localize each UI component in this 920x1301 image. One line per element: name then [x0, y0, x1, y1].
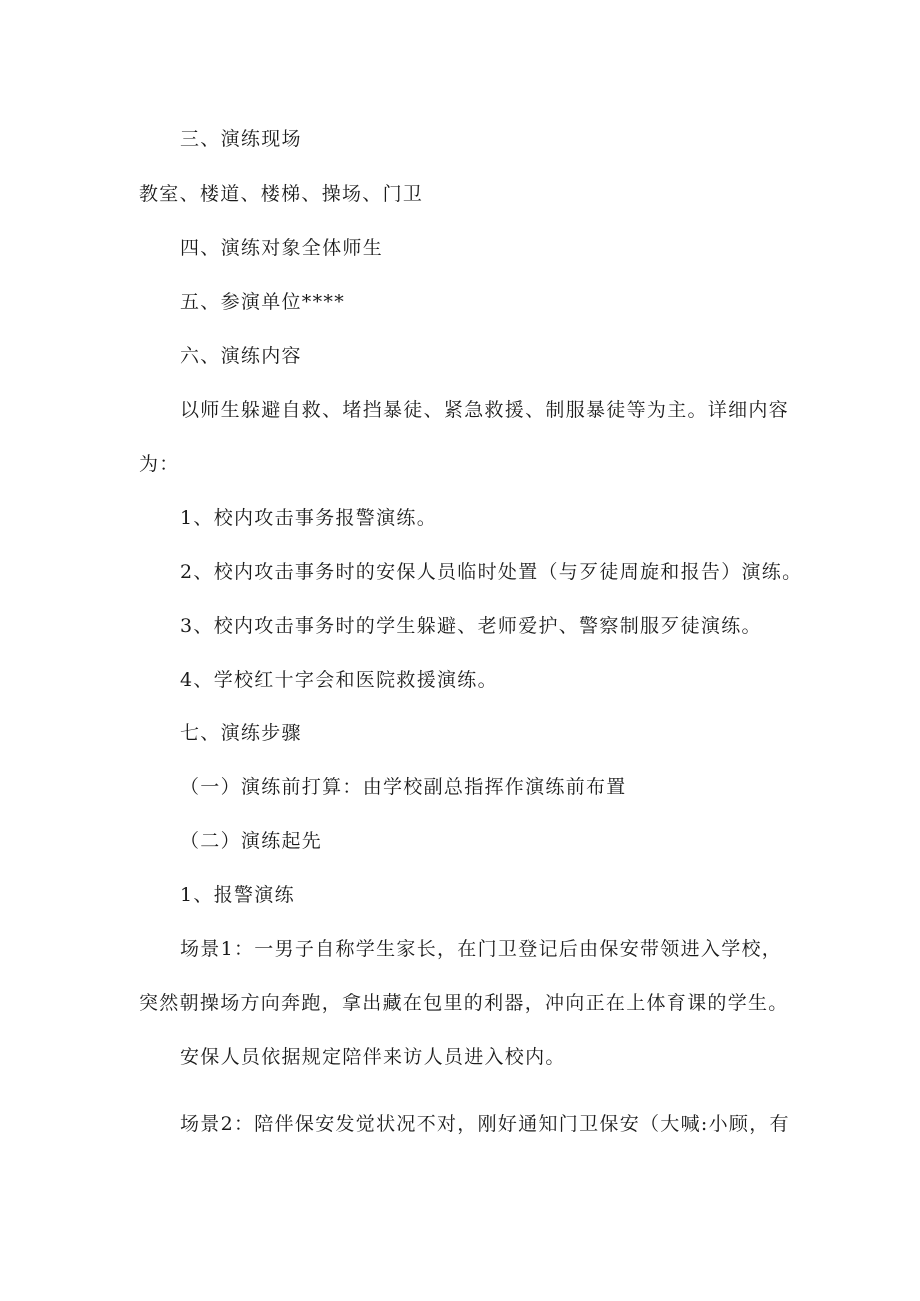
- paragraph-scene-2: 场景2：陪伴保安发觉状况不对，刚好通知门卫保安（大喊:小顾，有: [180, 1113, 790, 1135]
- section-heading-units: 五、参演单位****: [180, 291, 346, 313]
- list-item-1: 1、校内攻击事务报警演练。: [180, 507, 437, 529]
- section-heading-venue: 三、演练现场: [180, 128, 302, 150]
- section-heading-content: 六、演练内容: [180, 345, 302, 367]
- paragraph-content-intro: 以师生躲避自救、堵挡暴徒、紧急救援、制服暴徒等为主。详细内容: [180, 399, 790, 421]
- paragraph-content-intro-cont: 为：: [139, 453, 180, 475]
- section-heading-participants: 四、演练对象全体师生: [180, 237, 384, 259]
- list-item-4: 4、学校红十字会和医院救援演练。: [180, 669, 498, 691]
- list-item-3: 3、校内攻击事务时的学生躲避、老师爱护、警察制服歹徒演练。: [180, 615, 762, 637]
- section-heading-steps: 七、演练步骤: [180, 722, 302, 744]
- paragraph-scene-1: 场景1：一男子自称学生家长，在门卫登记后由保安带领进入学校，: [180, 938, 783, 960]
- paragraph-security-escort: 安保人员依据规定陪伴来访人员进入校内。: [180, 1046, 566, 1068]
- step-heading-alarm: 1、报警演练: [180, 884, 295, 906]
- paragraph-venue-list: 教室、楼道、楼梯、操场、门卫: [139, 183, 424, 205]
- sub-heading-start: （二）演练起先: [180, 830, 323, 852]
- list-item-2: 2、校内攻击事务时的安保人员临时处置（与歹徒周旋和报告）演练。: [180, 561, 803, 583]
- sub-heading-preparation: （一）演练前打算：由学校副总指挥作演练前布置: [180, 776, 627, 798]
- paragraph-scene-1-cont: 突然朝操场方向奔跑，拿出藏在包里的利器，冲向正在上体育课的学生。: [139, 992, 789, 1014]
